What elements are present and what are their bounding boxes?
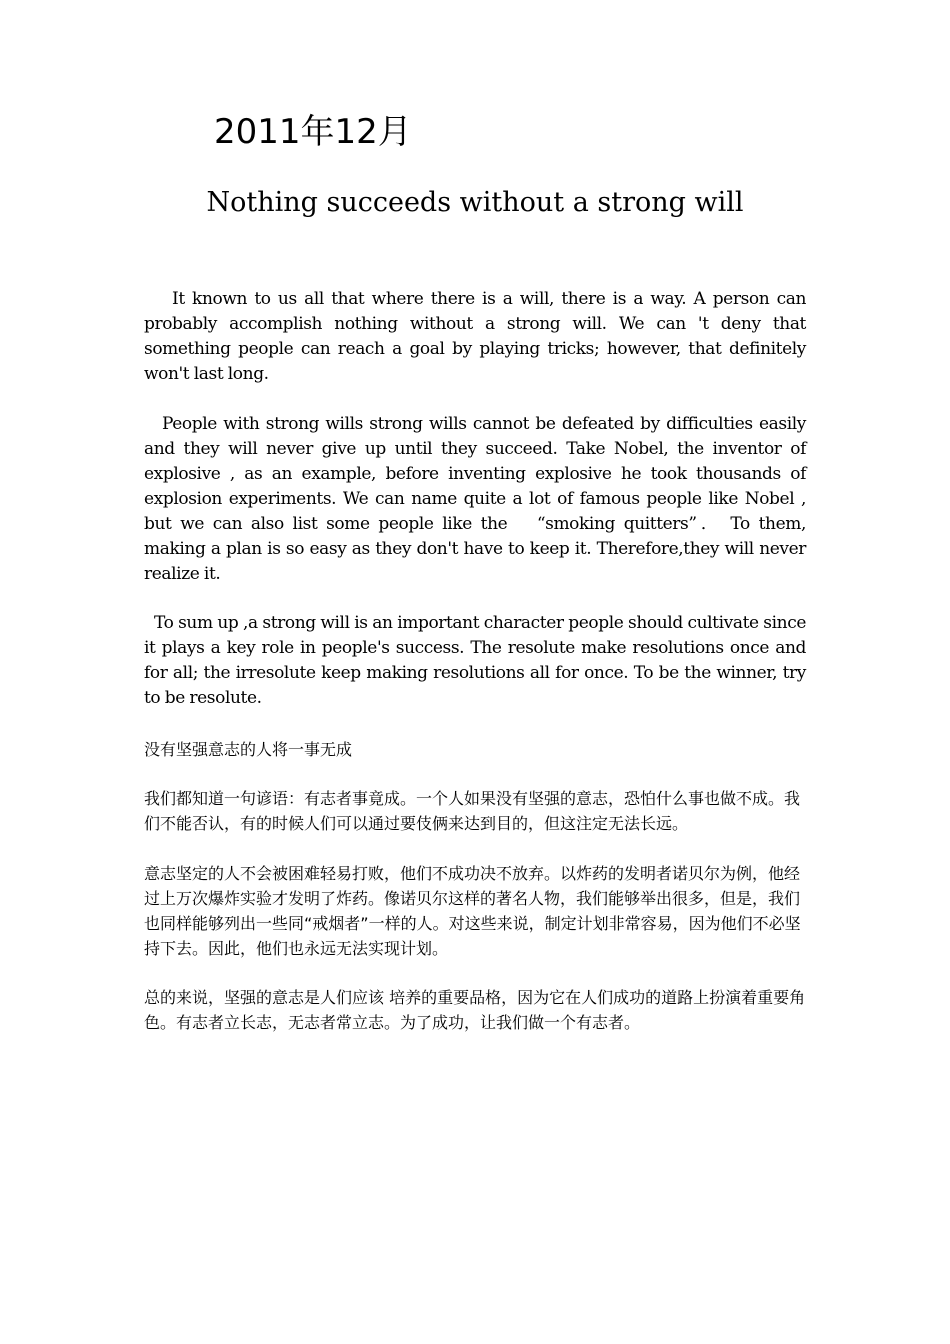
chinese-paragraph-1: 我们都知道一句谚语：有志者事竟成。一个人如果没有坚强的意志，恐怕什么事也做不成。我们不能否认，有的时候人们可以通过要伎俩来达到目的，但这注定无法长远。 [144,789,801,833]
english-paragraph-1: It known to us all that where there is a will, there is a way. A person can probably accomplish nothing without a strong will. We can 't deny that something people can reach a goal by playing tricks; however, that definitely won't last long. [144,289,806,384]
english-paragraph-2: People with strong wills strong wills cannot be defeated by difficulties easily and they will never give up until they succeed. Take Nobel, the inventor of explosive , as an example, before inventing explosive he took thousands of explosion experiments. We can name quite a lot of famous people like Nobel , but we can also list some people like the “smoking quitters”． To them, making a plan is so easy as they don't have to keep it. Therefore,they will never realize it. [144,414,806,584]
document-date: 2011年12月 [214,112,412,152]
english-paragraph-3: To sum up ,a strong will is an important character people should cultivate since it plays a key role in people's success. The resolute make resolutions once and for all; the irresolute keep making resolutions all for once. To be the winner, try to be resolute. [144,613,806,708]
document-title: Nothing succeeds without a strong will [206,187,744,218]
chinese-paragraph-2: 意志坚定的人不会被困难轻易打败，他们不成功决不放弃。以炸药的发明者诺贝尔为例，他经过上万次爆炸实验才发明了炸药。像诺贝尔这样的著名人物，我们能够举出很多，但是，我们也同样能够列出一些同“戒烟者”一样的人。对这些来说，制定计划非常容易，因为他们不必坚持下去。因此，他们也永远无法实现计划。 [144,864,801,958]
chinese-paragraph-3: 总的来说，坚强的意志是人们应该 培养的重要品格，因为它在人们成功的道路上扮演着重要角色。有志者立长志，无志者常立志。为了成功，让我们做一个有志者。 [144,988,806,1032]
chinese-title: 没有坚强意志的人将一事无成 [144,740,353,759]
